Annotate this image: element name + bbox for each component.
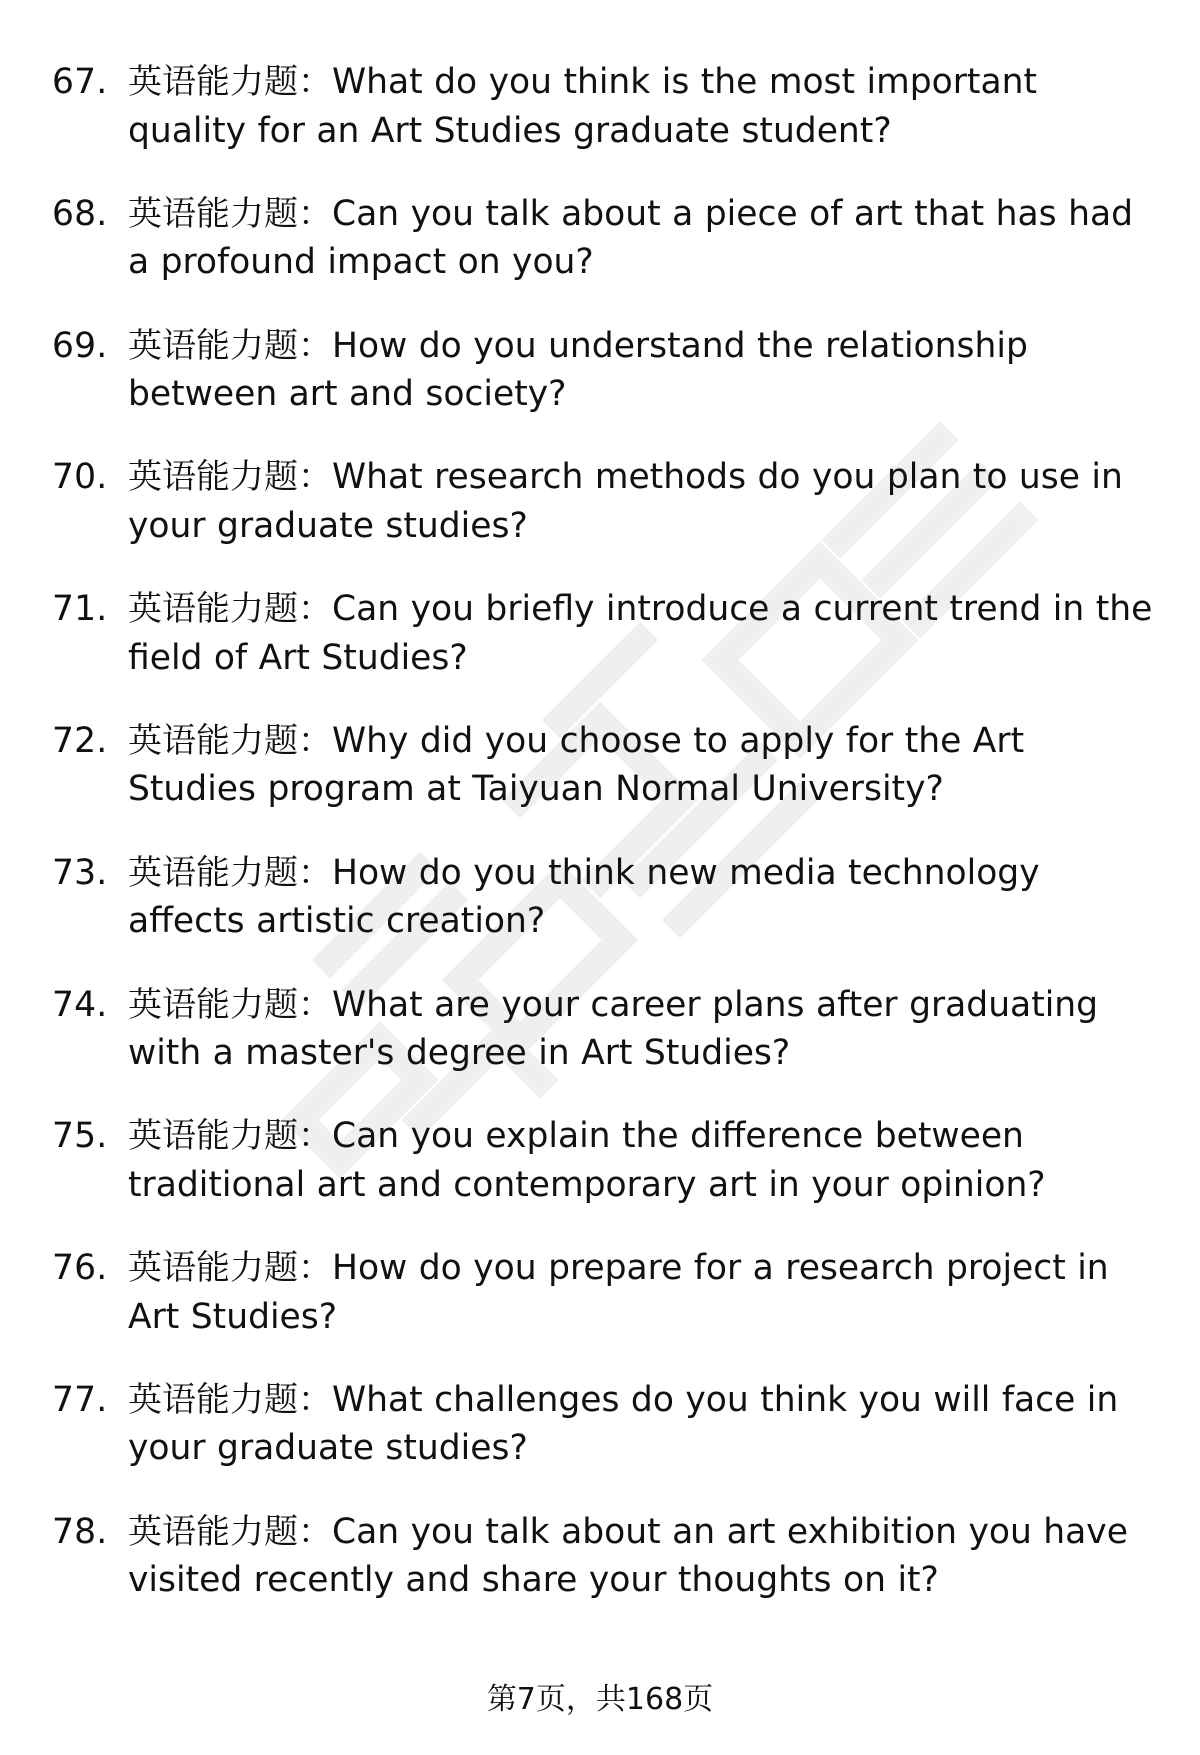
question-text: Can you talk about an art exhibition you have visited recently and share your thoughts on it? xyxy=(128,1511,1128,1601)
question-number: 75. xyxy=(52,1116,108,1157)
question-body xyxy=(128,453,1162,550)
question-item xyxy=(52,1508,1162,1640)
question-item xyxy=(52,585,1162,717)
question-item xyxy=(52,1244,1162,1376)
question-number: 77. xyxy=(52,1379,108,1420)
question-number: 73. xyxy=(52,852,108,893)
question-text: What challenges do you think you will face in your graduate studies? xyxy=(128,1379,1119,1469)
question-number: 67. xyxy=(52,62,108,102)
question-body xyxy=(128,58,1162,155)
question-category-tag: 英语能力题： xyxy=(128,1248,332,1289)
question-number: 76. xyxy=(52,1248,108,1289)
question-body xyxy=(128,1508,1162,1605)
question-body xyxy=(128,849,1162,946)
question-number: 72. xyxy=(52,720,108,761)
question-number: 70. xyxy=(52,457,108,498)
question-text: What research methods do you plan to use in your graduate studies? xyxy=(128,457,1123,546)
question-number: 68. xyxy=(52,193,108,234)
question-body xyxy=(128,981,1162,1078)
question-text: Can you briefly introduce a current trend in the field of Art Studies? xyxy=(128,589,1153,678)
question-item xyxy=(52,322,1162,454)
question-text: How do you prepare for a research project in Art Studies? xyxy=(128,1248,1109,1337)
question-text: How do you understand the relationship between art and society? xyxy=(128,325,1028,415)
question-text: Can you talk about a piece of art that has had a profound impact on you? xyxy=(128,193,1134,283)
question-text: Why did you choose to apply for the Art Studies program at Taiyuan Normal University? xyxy=(128,720,1025,810)
question-item xyxy=(52,717,1162,849)
question-category-tag: 英语能力题： xyxy=(128,1511,332,1552)
question-item xyxy=(52,1376,1162,1508)
question-category-tag: 英语能力题： xyxy=(128,852,332,893)
question-body xyxy=(128,585,1162,682)
question-item xyxy=(52,1112,1162,1244)
question-item xyxy=(52,849,1162,981)
question-body xyxy=(128,1376,1162,1473)
question-body xyxy=(128,1244,1162,1341)
question-number: 78. xyxy=(52,1511,108,1552)
question-category-tag: 英语能力题： xyxy=(128,1379,332,1420)
question-list xyxy=(52,58,1162,1640)
question-category-tag: 英语能力题： xyxy=(128,1116,332,1157)
question-text: What are your career plans after graduating with a master's degree in Art Studies? xyxy=(128,984,1099,1074)
question-category-tag: 英语能力题： xyxy=(128,720,332,761)
question-body xyxy=(128,322,1162,419)
question-body xyxy=(128,1112,1162,1209)
question-number: 74. xyxy=(52,984,108,1025)
page-number-footer: 第7页，共168页 xyxy=(486,1682,714,1717)
question-category-tag: 英语能力题： xyxy=(128,984,332,1025)
question-body xyxy=(128,190,1162,287)
question-category-tag: 英语能力题： xyxy=(128,457,332,498)
question-number: 69. xyxy=(52,325,108,366)
question-text: Can you explain the difference between traditional art and contemporary art in your opinion? xyxy=(128,1116,1046,1205)
question-number: 71. xyxy=(52,589,108,630)
question-category-tag: 英语能力题： xyxy=(128,589,332,630)
question-category-tag: 英语能力题： xyxy=(128,193,332,234)
question-item xyxy=(52,190,1162,322)
question-text: What do you think is the most important quality for an Art Studies graduate student? xyxy=(128,62,1037,151)
question-category-tag: 英语能力题： xyxy=(128,325,332,366)
question-body xyxy=(128,717,1162,814)
question-category-tag: 英语能力题： xyxy=(128,62,332,102)
question-item xyxy=(52,58,1162,190)
question-item xyxy=(52,981,1162,1113)
question-text: How do you think new media technology affects artistic creation? xyxy=(128,852,1040,942)
question-item xyxy=(52,453,1162,585)
